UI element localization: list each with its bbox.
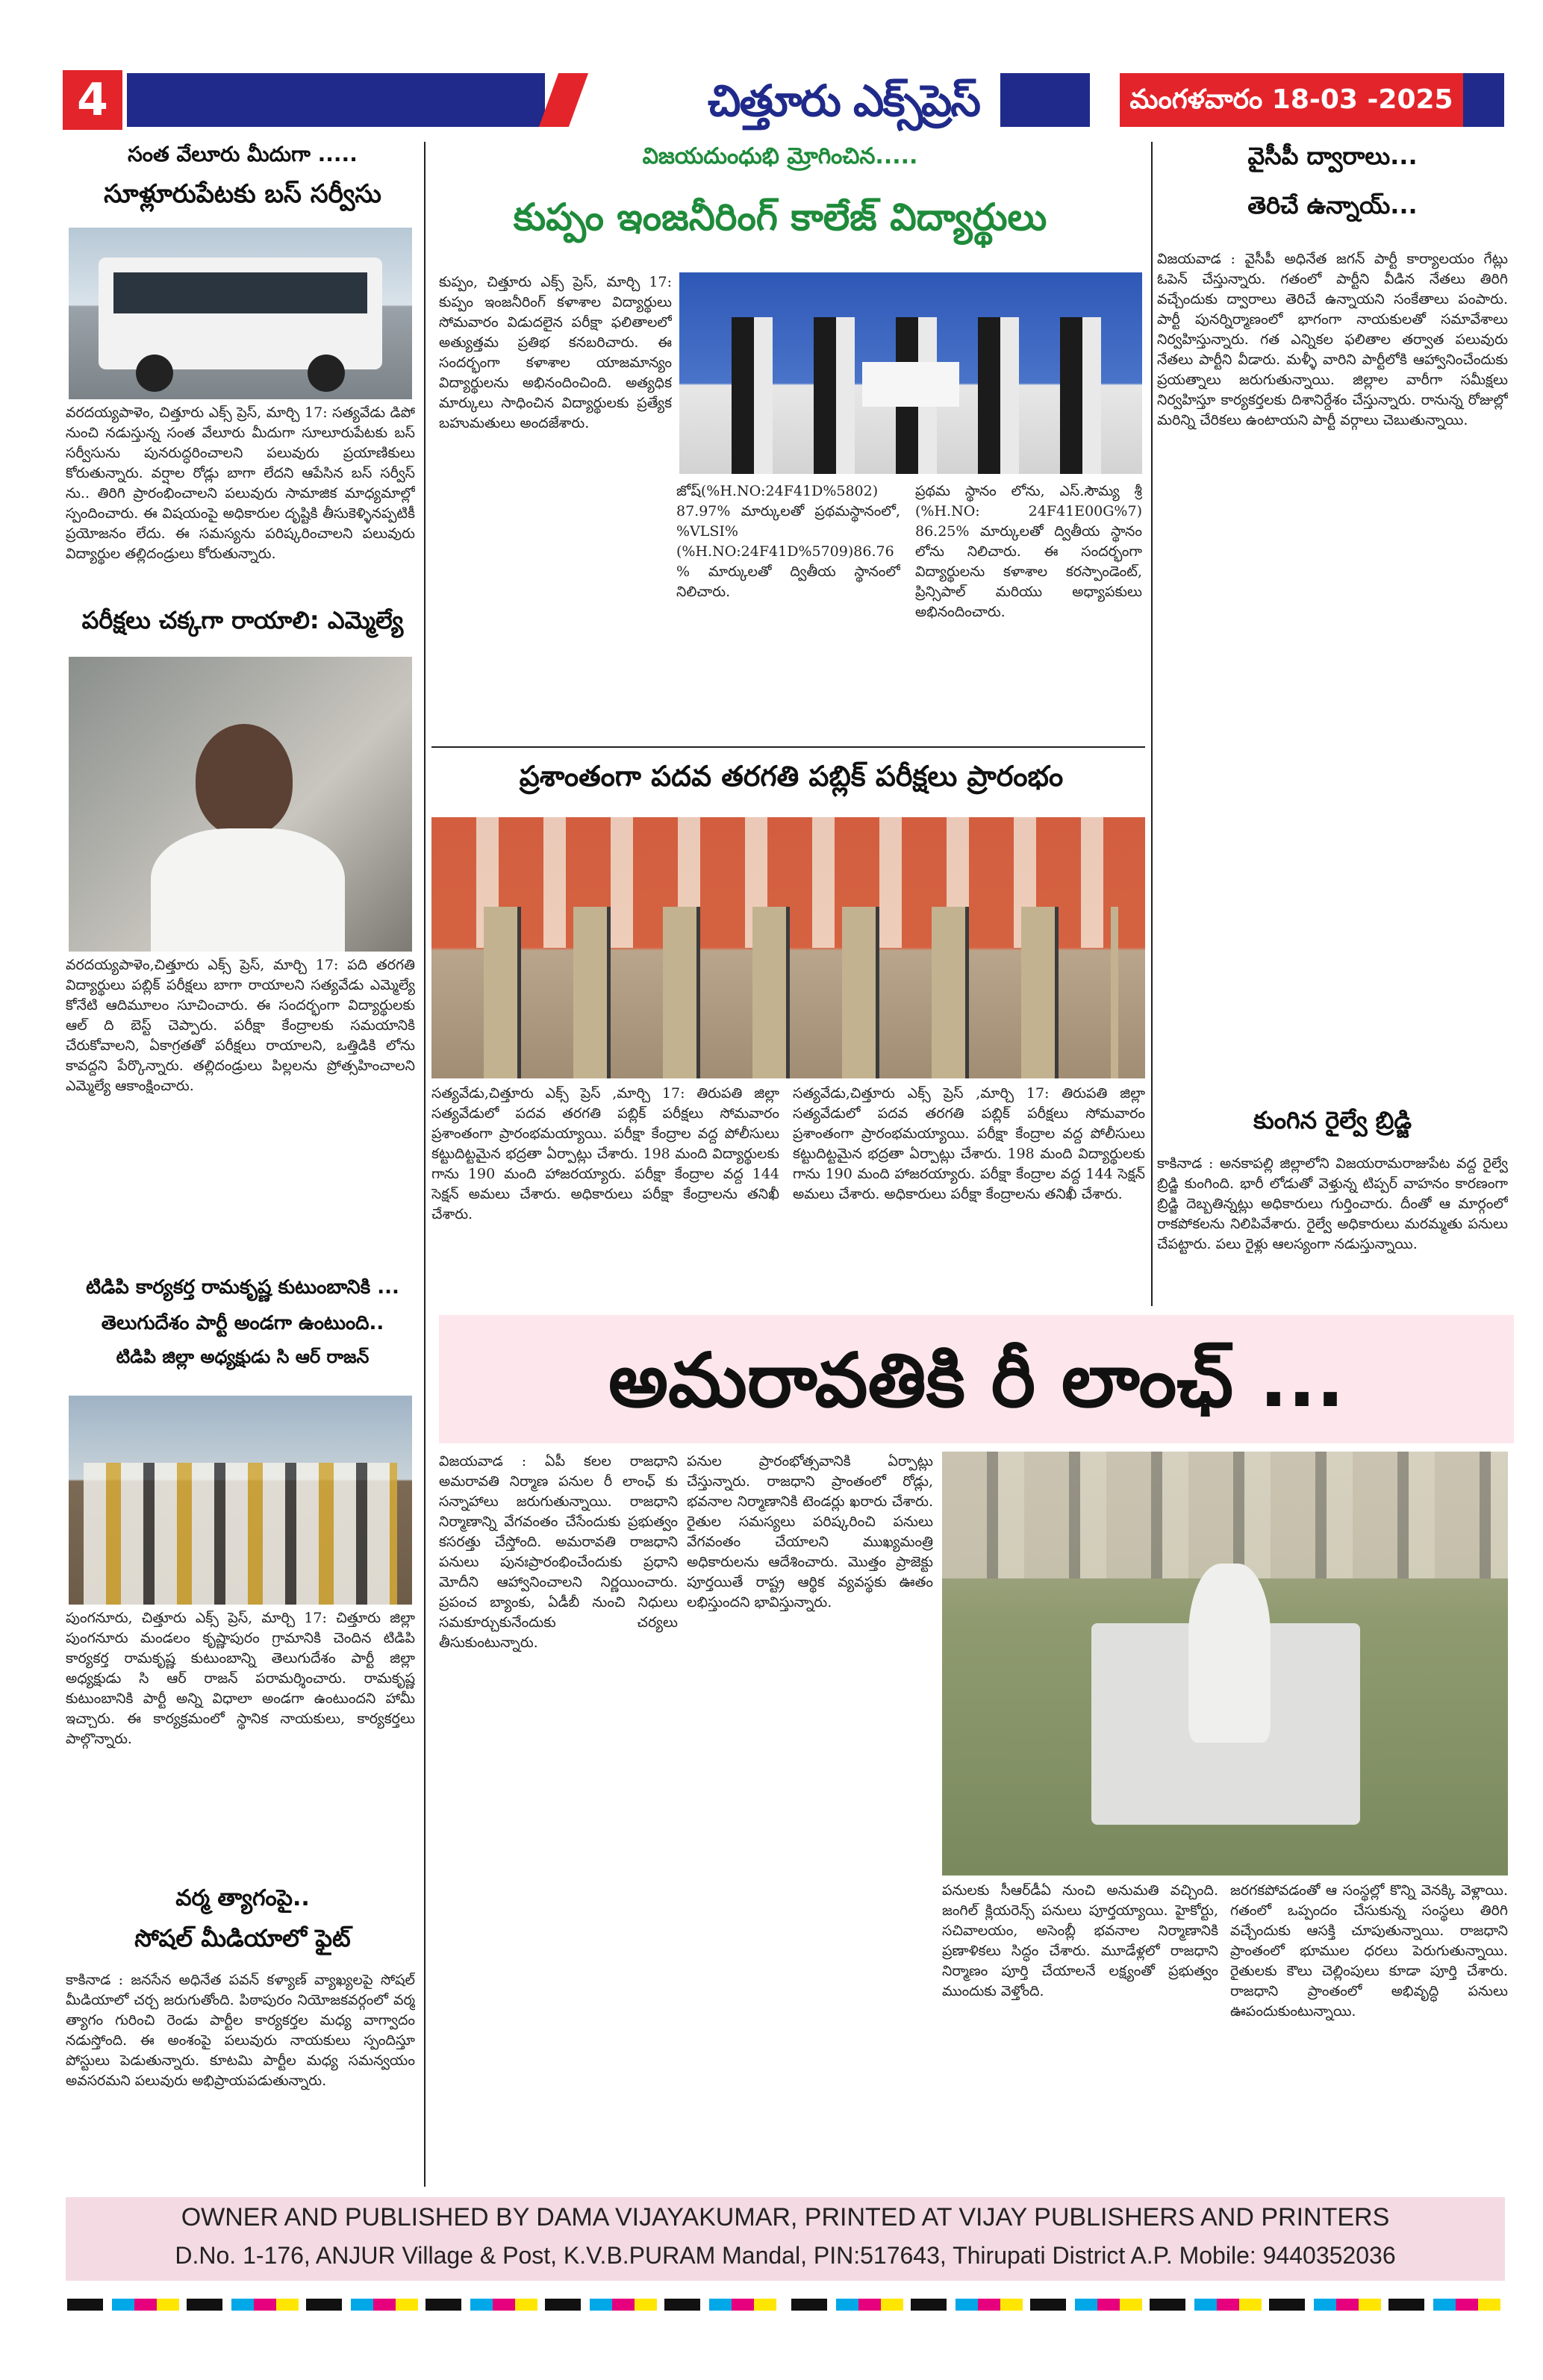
ssc-photo [431,817,1145,1078]
kuppam-marks-note: జోష్(%H.NO:24F41D%5802) 87.97% మార్కులతో ప్రథమస్థానంలో, %VLSI% (%H.NO:24F41D%5709)86.76 % మార్కులతో ద్వితీయ స్థానంలో నిలిచారు. [676,483,900,600]
exams-mla-body: వరదయ్యపాళెం,చిత్తూరు ఎక్స్ ప్రెస్, మార్చి 17: పది తరగతి విద్యార్థులు పబ్లిక్ పరీక్షలు బాగా రాయాలని సత్యవేడు ఎమ్మెల్యే కోనేటి ఆదిమూలం సూచించారు. ఈ సందర్భంగా విద్యార్థులకు ఆల్ ది బెస్ట్ చెప్పారు. పరీక్షా కేంద్రాలకు సమయానికి చేరుకోవాలని, ఏకాగ్రతతో పరీక్షలు రాయాలని, ఒత్తిడికి లోను కావద్దని పేర్కొన్నారు. తల్లిదండ్రులు పిల్లలను ప్రోత్సహించాలని ఎమ్మెల్యే ఆకాంక్షించారు. [66,957,415,1094]
tdp-photo [69,1396,412,1605]
header-red-stripe [539,73,588,127]
kuppam-kicker: విజయదుంధుభి మ్రోగించిన..... [642,143,918,169]
ysrcp-body: విజయవాడ : వైసీపీ అధినేత జగన్ పార్టీ కార్యాలయం గేట్లు ఓపెన్ చేస్తున్నారు. గతంలో పార్టీని వీడిన నేతలు తిరిగి వచ్చేందుకు ద్వారాలు తెరిచే ఉన్నాయని సంకేతాలు పంపారు. పార్టీ పునర్నిర్మాణంలో భాగంగా నాయకులతో సమావేశాలు నిర్వహిస్తున్నారు. గత ఎన్నికల ఫలితాల తర్వాత పలువురు నేతలు పార్టీని వీడారు. మళ్ళీ వారిని పార్టీలోకి ఆహ్వానించేందుకు ప్రయత్నాలు జరుగుతున్నాయి. జిల్లాల వారీగా సమీక్షలు నిర్వహిస్తూ కార్యకర్తలకు దిశానిర్దేశం చేస్తున్నారు. రానున్న రోజుల్లో మరిన్ని చేరికలు ఉంటాయని పార్టీ వర్గాలు చెబుతున్నాయి. [1157,251,1508,428]
print-colorbar-left [67,2299,784,2311]
header-band-left [127,73,545,127]
amaravati-body-mid: పనుల ప్రారంభోత్సవానికి ఏర్పాట్లు చేస్తున్నారు. రాజధాని ప్రాంతంలో రోడ్లు, భవనాల నిర్మాణానికి టెండర్లు ఖరారు చేశారు. రైతుల సమస్యలు పరిష్కరించి పనులు వేగవంతం చేయాలని ముఖ్యమంత్రి అధికారులను ఆదేశించారు. మొత్తం ప్రాజెక్టు పూర్తయితే రాష్ట్ర ఆర్థిక వ్యవస్థకు ఊతం లభిస్తుందని భావిస్తున్నారు. [687,1453,933,1611]
imprint-line-1: OWNER AND PUBLISHED BY DAMA VIJAYAKUMAR, PRINTED AT VIJAY PUBLISHERS AND PRINTERS [181,2203,1390,2231]
imprint-footer [66,2197,1505,2281]
social-body: కాకినాడ : జనసేన అధినేత పవన్ కళ్యాణ్ వ్యాఖ్యలపై సోషల్ మీడియాలో చర్చ జరుగుతోంది. పిఠాపురం నియోజకవర్గంలో వర్మ త్యాగం గురించి రెండు పార్టీల కార్యకర్తల మధ్య వాగ్వాదం నడుస్తోంది. ఈ అంశంపై పలువురు నాయకులు స్పందిస్తూ పోస్టులు పెడుతున్నారు. కూటమి పార్టీల మధ్య సమన్వయం అవసరమని పలువురు అభిప్రాయపడుతున్నారు. [66,1972,415,2089]
ssc-title: ప్రశాంతంగా పదవ తరగతి పబ్లిక్ పరీక్షలు ప్రారంభం [519,760,1064,793]
amaravati-title: అమరావతికి రీ లాంఛ్ ... [608,1337,1344,1424]
bus-kicker: సంత వేలూరు మీదుగా ..... [128,142,358,166]
railway-title: కుంగిన రైల్వే బ్రిడ్జి [1253,1106,1412,1134]
exams-mla-title: పరీక్షలు చక్కగా రాయాలి: ఎమ్మెల్యే [81,606,404,634]
section-rule [431,746,1145,748]
issue-date: మంగళవారం 18-03 -2025 [1120,73,1463,127]
kuppam-body-left: కుప్పం, చిత్తూరు ఎక్స్ ప్రెస్, మార్చి 17: కుప్పం ఇంజనీరింగ్ కళాశాల విద్యార్థులు సోమవారం విడుదలైన పరీక్షా ఫలితాలలో అత్యుత్తమ ప్రతిభ కనబరిచారు. ఈ సందర్భంగా కళాశాల యాజమాన్యం విద్యార్థులను అభినందించింది. అత్యధిక మార్కులు సాధించిన విద్యార్థులకు ప్రత్యేక బహుమతులు అందజేశారు. [439,274,672,431]
social-title-2: సోషల్ మీడియాలో ఫైట్ [134,1924,351,1952]
print-colorbar-right [791,2299,1500,2311]
mla-photo [69,657,412,952]
bus-title: సూళ్లూరుపేటకు బస్ సర్వీసు [104,179,381,209]
bus-body: వరదయ్యపాళెం, చిత్తూరు ఎక్స్ ప్రెస్, మార్చి 17: సత్యవేడు డిపో నుంచి నడుస్తున్న సంత వేలూరు మీదుగా సూలూరుపేటకు బస్ సర్వీసును పునరుద్ధరించాలని పలువురు ప్రయాణికులు కోరుతున్నారు. వర్షాల రోడ్లు బాగా లేదని ఆపేసిన బస్ సర్వీస్ ను.. తిరిగి ప్రారంభించాలని పలువురు సామాజిక మాధ్యమాల్లో స్పందించారు. ఈ విషయంపై అధికారుల దృష్టికి తీసుకెళ్ళినప్పటికీ ప్రయోజనం లేదు. ఈ సమస్యను పరిష్కరించాలని పలువురు విద్యార్థుల తల్లిదండ్రులు కోరుతున్నారు. [66,405,415,562]
header-band-right [1463,73,1504,127]
amaravati-body-left: విజయవాడ : ఏపీ కలల రాజధాని అమరావతి నిర్మాణ పనుల రీ లాంఛ్ కు సన్నాహాలు జరుగుతున్నాయి. రాజధాని నిర్మాణాన్ని వేగవంతం చేసేందుకు ప్రభుత్వం కసరత్తు చేస్తోంది. అమరావతి రాజధాని పనులు పునఃప్రారంభించేందుకు ప్రధాని మోదీని ఆహ్వానించాలని నిర్ణయించారు. ప్రపంచ బ్యాంకు, ఏడీబీ నుంచి నిధులు సమకూర్చుకునేందుకు చర్యలు తీసుకుంటున్నారు. [439,1453,678,1651]
ssc-body-right: సత్యవేడు,చిత్తూరు ఎక్స్ ప్రెస్ ,మార్చి 17: తిరుపతి జిల్లా సత్యవేడులో పదవ తరగతి పబ్లిక్ పరీక్షలు సోమవారం ప్రశాంతంగా ప్రారంభమయ్యాయి. పరీక్షా కేంద్రాల వద్ద పోలీసులు కట్టుదిట్టమైన భద్రతా ఏర్పాట్లు చేశారు. 198 మంది విద్యార్థులకు గాను 190 మంది హాజరయ్యారు. పరీక్షా కేంద్రాల వద్ద 144 సెక్షన్ అమలు చేశారు. అధికారులు పరీక్షా కేంద్రాలను తనిఖీ చేశారు. [793,1085,1145,1202]
amaravati-body-far: జరగకపోవడంతో ఆ సంస్థల్లో కొన్ని వెనక్కి వెళ్లాయి. గతంలో ఒప్పందం చేసుకున్న సంస్థలు తిరిగి వచ్చేందుకు ఆసక్తి చూపుతున్నాయి. రాజధాని ప్రాంతంలో భూముల ధరలు పెరుగుతున్నాయి. రైతులకు కౌలు చెల్లింపులు కూడా పూర్తి చేశారు. రాజధాని ప్రాంతంలో అభివృద్ధి పనులు ఊపందుకుంటున్నాయి. [1230,1882,1508,2020]
imprint-line-2: D.No. 1-176, ANJUR Village & Post, K.V.B.PURAM Mandal, PIN:517643, Thirupati District A.P. Mobile: 9440352036 [175,2242,1396,2269]
kuppam-body-right: ప్రథమ స్థానం లోను, ఎస్.సౌమ్య శ్రీ (%H.NO: 24F41E00G%7) 86.25% మార్కులతో ద్వితీయ స్థానం లోను నిలిచారు. ఈ సందర్భంగా విద్యార్థులను కళాశాల కరస్పాండెంట్, ప్రిన్సిపాల్ మరియు అధ్యాపకులు అభినందించారు. [915,483,1142,620]
tdp-title-3: టిడిపి జిల్లా అధ్యక్షుడు సి ఆర్ రాజన్ [116,1346,370,1367]
bus-photo [69,228,412,399]
header-band-mid [1000,73,1090,127]
railway-body: కాకినాడ : అనకాపల్లి జిల్లాలోని విజయరామరాజుపేట వద్ద రైల్వే బ్రిడ్జి కుంగింది. భారీ లోడుతో వెళ్తున్న టిప్పర్ వాహనం కారణంగా బ్రిడ్జి దెబ్బతిన్నట్లు అధికారులు గుర్తించారు. దీంతో ఆ మార్గంలో రాకపోకలను నిలిపివేశారు. రైల్వే అధికారులు మరమ్మతు పనులు చేపట్టారు. పలు రైళ్లు ఆలస్యంగా నడుస్తున్నాయి. [1157,1155,1508,1252]
social-title-1: వర్మ త్యాగంపై.. [175,1885,310,1911]
kuppam-photo [679,272,1142,474]
kuppam-title: కుప్పం ఇంజనీరింగ్ కాలేజ్ విద్యార్థులు [513,196,1047,239]
ssc-body-left: సత్యవేడు,చిత్తూరు ఎక్స్ ప్రెస్ ,మార్చి 17: తిరుపతి జిల్లా సత్యవేడులో పదవ తరగతి పబ్లిక్ పరీక్షలు సోమవారం ప్రశాంతంగా ప్రారంభమయ్యాయి. పరీక్షా కేంద్రాల వద్ద పోలీసులు కట్టుదిట్టమైన భద్రతా ఏర్పాట్లు చేశారు. 198 మంది విద్యార్థులకు గాను 190 మంది హాజరయ్యారు. పరీక్షా కేంద్రాల వద్ద 144 సెక్షన్ అమలు చేశారు. అధికారులు పరీక్షా కేంద్రాలను తనిఖీ చేశారు. [431,1085,779,1222]
column-rule [424,142,426,2187]
page-number: 4 [63,70,122,130]
tdp-title-1: టిడిపి కార్యకర్త రామకృష్ణ కుటుంబానికి ... [86,1276,399,1299]
ysrcp-title-1: వైసీపీ ద్వారాలు... [1247,142,1418,170]
tdp-body: పుంగనూరు, చిత్తూరు ఎక్స్ ప్రెస్, మార్చి 17: చిత్తూరు జిల్లా పుంగనూరు మండలం కృష్ణాపురం గ్రామానికి చెందిన టిడిపి కార్యకర్త రామకృష్ణ కుటుంబాన్ని తెలుగుదేశం పార్టీ జిల్లా అధ్యక్షుడు సి ఆర్ రాజన్ పరామర్శించారు. రామకృష్ణ కుటుంబానికి పార్టీ అన్ని విధాలా అండగా ఉంటుందని హామీ ఇచ్చారు. ఈ కార్యక్రమంలో స్థానిక నాయకులు, కార్యకర్తలు పాల్గొన్నారు. [66,1610,415,1747]
amaravati-photo [942,1452,1508,1875]
ysrcp-title-2: తెరిచే ఉన్నాయ్... [1247,191,1418,219]
column-rule [1151,142,1153,1306]
tdp-title-2: తెలుగుదేశం పార్టీ అండగా ఉంటుంది.. [101,1312,384,1334]
amaravati-body-right: పనులకు సీఆర్‌డీఏ నుంచి అనుమతి వచ్చింది. జంగిల్ క్లియరెన్స్ పనులు పూర్తయ్యాయి. హైకోర్టు, సచివాలయం, అసెంబ్లీ భవనాల నిర్మాణానికి ప్రణాళికలు సిద్ధం చేశారు. మూడేళ్లలో రాజధాని నిర్మాణం పూర్తి చేయాలనే లక్ష్యంతో ప్రభుత్వం ముందుకు వెళ్తోంది. [942,1882,1218,1999]
masthead: చిత్తూరు ఎక్స్‌ప్రెస్ [708,75,979,126]
